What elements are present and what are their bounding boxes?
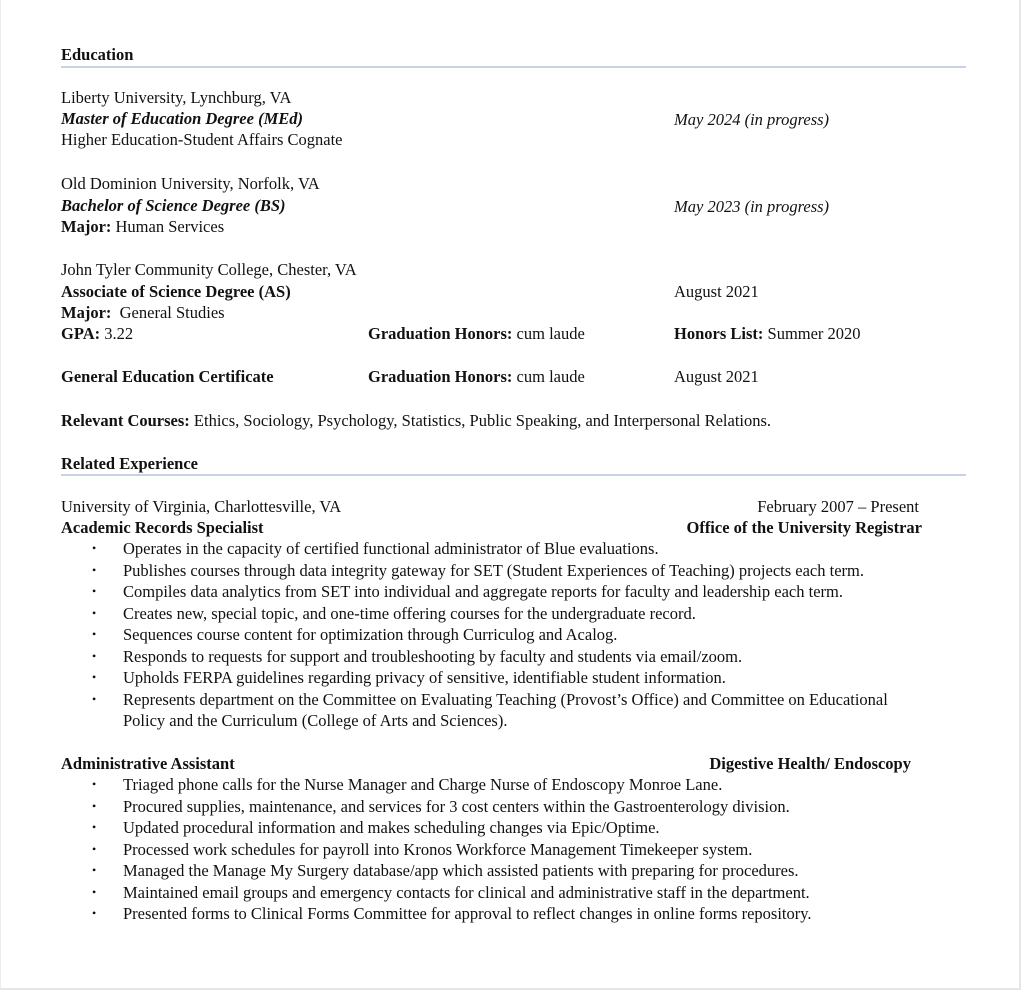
honors-list-label: Honors List:	[674, 324, 764, 343]
school-date: May 2024 (in progress)	[674, 110, 830, 129]
major-value: Human Services	[111, 217, 225, 236]
section-divider	[61, 66, 966, 68]
job-title: Academic Records Specialist	[61, 518, 264, 537]
major-value: General Studies	[111, 303, 225, 322]
bullet-icon: •	[92, 691, 97, 706]
certificate-title: General Education Certificate	[61, 367, 274, 386]
school-date: May 2023 (in progress)	[674, 197, 830, 216]
courses-label: Relevant Courses:	[61, 411, 190, 430]
employer: University of Virginia, Charlottesville, VA	[61, 497, 342, 516]
employer-dates: February 2007 – Present	[757, 497, 919, 516]
gpa-label: GPA:	[61, 324, 101, 343]
graduation-honors	[368, 323, 585, 344]
school-degree: Master of Education Degree (MEd)	[61, 109, 303, 128]
gpa	[61, 323, 133, 344]
list-item: • Responds to requests for support and troubleshooting by faculty and students via email/zoom.	[92, 646, 743, 666]
school-major	[61, 302, 225, 323]
bullet-icon: •	[92, 562, 97, 577]
section-divider	[61, 474, 966, 476]
honors-list-value: Summer 2020	[763, 324, 861, 343]
list-item: • Triaged phone calls for the Nurse Manager and Charge Nurse of Endoscopy Monroe Lane.	[92, 775, 723, 794]
bullet-icon: •	[92, 584, 97, 598]
school-institution: John Tyler Community College, Chester, VA	[61, 260, 357, 279]
school-major	[61, 216, 224, 237]
job-department: Digestive Health/ Endoscopy	[709, 754, 911, 773]
list-item: • Updated procedural information and makes scheduling changes via Epic/Optime.	[92, 818, 660, 837]
school-institution: Old Dominion University, Norfolk, VA	[61, 174, 320, 193]
honors-label: Graduation Honors:	[368, 324, 513, 343]
major-label: Major:	[61, 303, 112, 322]
education-heading: Education	[61, 45, 134, 64]
list-item: • Processed work schedules for payroll into Kronos Workforce Management Timekeeper system.	[92, 839, 753, 859]
school-institution: Liberty University, Lynchburg, VA	[61, 88, 292, 107]
major-label: Major:	[61, 217, 112, 236]
bullet-icon: •	[92, 605, 97, 620]
honors-value: cum laude	[512, 367, 585, 386]
bullet-icon: •	[92, 798, 97, 813]
list-item: • Procured supplies, maintenance, and services for 3 cost centers within the Gastroenterology division.	[92, 796, 790, 816]
bullet-icon: •	[92, 541, 97, 555]
list-item: • Operates in the capacity of certified functional administrator of Blue evaluations.	[92, 539, 659, 558]
relevant-courses	[61, 410, 771, 431]
honors-list	[674, 323, 861, 344]
list-item: • Managed the Manage My Surgery database/app which assisted patients with preparing for procedures.	[92, 861, 799, 880]
school-detail: Higher Education-Student Affairs Cognate	[61, 130, 343, 149]
bullet-icon: •	[92, 670, 97, 684]
bullet-icon: •	[92, 820, 97, 834]
list-item: • Presented forms to Clinical Forms Committee for approval to reflect changes in online forms repository.	[92, 904, 812, 923]
certificate-date: August 2021	[674, 367, 759, 386]
school-date: August 2021	[674, 282, 759, 301]
job-duties-list	[86, 774, 1003, 925]
bullet-icon: •	[92, 648, 97, 663]
bullet-icon: •	[92, 627, 97, 641]
experience-heading: Related Experience	[61, 454, 199, 473]
honors-label: Graduation Honors:	[368, 367, 513, 386]
honors-value: cum laude	[512, 324, 585, 343]
bullet-icon: •	[92, 884, 97, 899]
list-item: • Upholds FERPA guidelines regarding privacy of sensitive, identifiable student information.	[92, 668, 726, 687]
gpa-value: 3.22	[100, 324, 134, 343]
school-degree: Bachelor of Science Degree (BS)	[61, 196, 286, 215]
list-item: • Creates new, special topic, and one-time offering courses for the undergraduate record.	[92, 603, 696, 623]
bullet-icon: •	[92, 906, 97, 920]
job-title: Administrative Assistant	[61, 754, 235, 773]
certificate-honors	[368, 366, 585, 387]
courses-value: Ethics, Sociology, Psychology, Statistics, Public Speaking, and Interpersonal Relations.	[189, 411, 772, 430]
list-item: • Publishes courses through data integrity gateway for SET (Student Experiences of Teaching) projects each term.	[92, 560, 864, 580]
list-item: • Compiles data analytics from SET into individual and aggregate reports for faculty and leadership each term.	[92, 582, 843, 601]
job-department: Office of the University Registrar	[686, 518, 922, 537]
bullet-icon: •	[92, 777, 97, 791]
list-item: • Sequences course content for optimization through Curriculog and Acalog.	[92, 625, 618, 644]
bullet-icon: •	[92, 841, 97, 856]
bullet-icon: •	[92, 863, 97, 877]
list-item: • Maintained email groups and emergency contacts for clinical and administrative staff in the department.	[92, 882, 810, 902]
school-degree: Associate of Science Degree (AS)	[61, 282, 291, 301]
list-item: • Represents department on the Committee on Evaluating Teaching (Provost’s Office) and Committee on Educational Policy and the Curriculum (College of Arts and Sciences).	[92, 689, 888, 730]
job-duties-list	[86, 538, 1003, 732]
